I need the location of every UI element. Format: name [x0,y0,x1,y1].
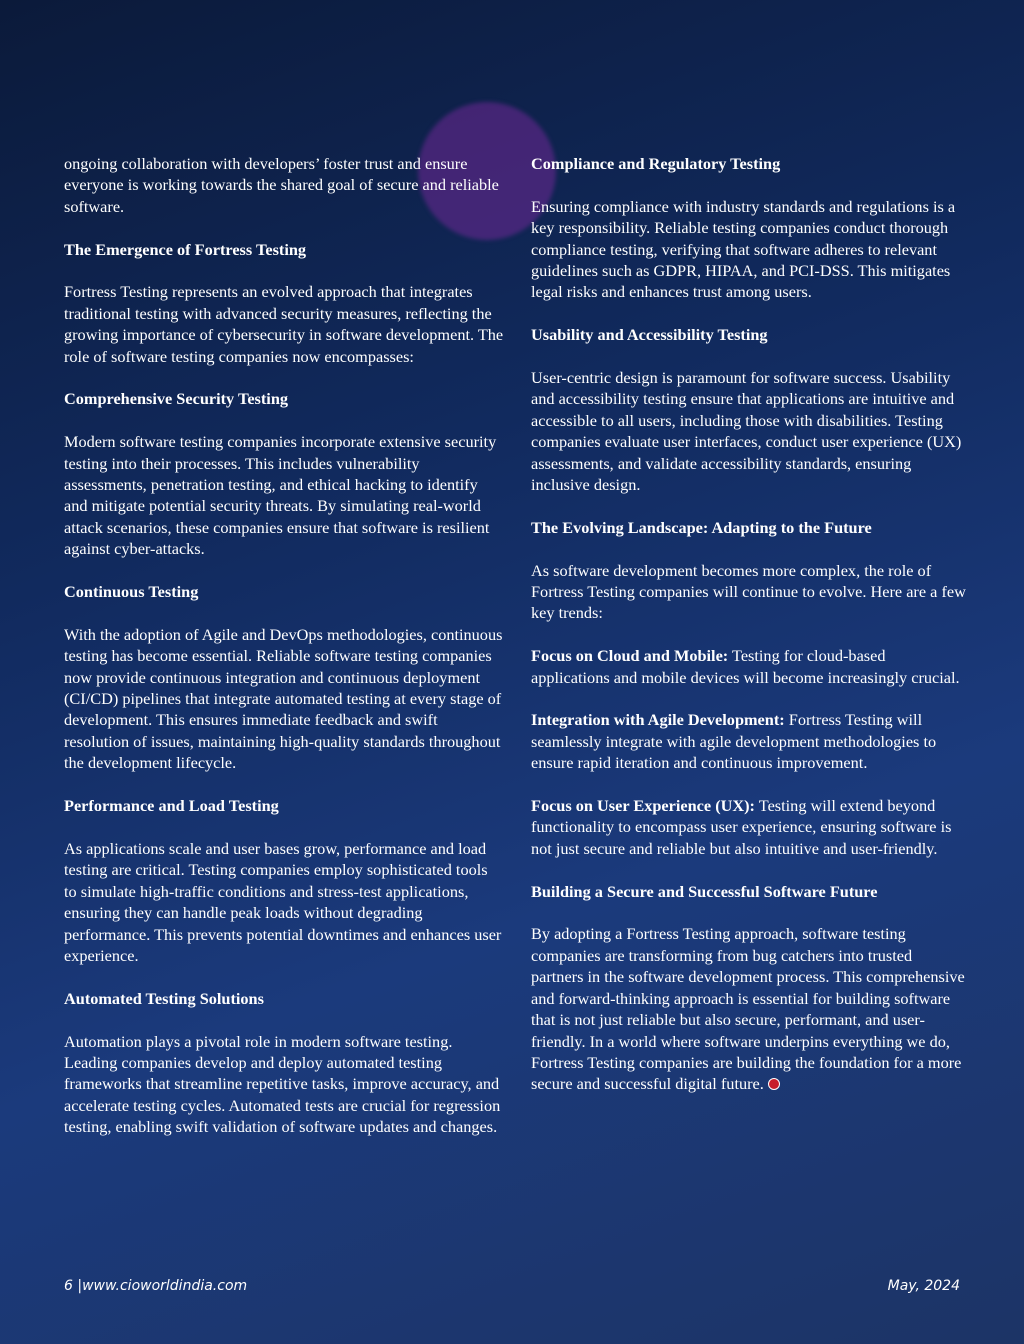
usability-heading: Usability and Accessibility Testing [531,325,768,345]
compliance-paragraph: Ensuring compliance with industry standards and regulations is a key responsibility. Reliable testing companies conduct thorough compliance testing, verifying that software adheres to relevant guidelines such as GDPR, HIPAA, and PCI-DSS. This mitigates legal risks and enhances trust among users. [531,196,956,302]
intro-paragraph: ongoing collaboration with developers’ foster trust and ensure everyone is working towards the shared goal of secure and reliable software. [64,154,499,216]
trend-agile-text: Fortress Testing will seamlessly integrate with agile development methodologies to ensure rapid iteration and continuous improvement. [531,710,937,773]
automated-paragraph: Automation plays a pivotal role in modern software testing. Leading companies develop and deploy automated testing frameworks that streamline repetitive tasks, improve accuracy, and accelerate testing cycles. Automated tests are crucial for regression testing, enabling swift validation of software updates and changes. [64,1031,501,1137]
performance-heading: Performance and Load Testing [64,796,279,816]
trend-cloud-text: Testing for cloud-based applications and mobile devices will become increasingly crucial. [531,646,960,687]
emergence-paragraph: Fortress Testing represents an evolved approach that integrates traditional testing with advanced security measures, reflecting the growing importance of cybersecurity in software development. The role of software testing companies now encompasses: [64,282,504,366]
automated-heading: Automated Testing Solutions [64,988,264,1008]
compliance-heading: Compliance and Regulatory Testing [531,154,781,173]
footer-page-site: 6 |www.cioworldindia.com [64,1278,248,1294]
trend-ux-text: Testing will extend beyond functionality to encompass user experience, ensuring software is not just secure and reliable but also intuitive and user-friendly. [531,796,952,858]
security-heading: Comprehensive Security Testing [64,389,289,409]
trend-ux [531,795,966,859]
landscape-paragraph: As software development becomes more complex, the role of Fortress Testing companies will continue to evolve. Here are a few key trends: [531,560,966,623]
performance-paragraph: As applications scale and user bases grow, performance and load testing are critical. Testing companies employ sophisticated tools to simulate high-traffic conditions and stress-test applications, ensuring they can handle peak loads without degrading performance. This prevents potential downtimes and enhances user experience. [64,838,502,965]
left-column [64,153,504,1159]
trend-cloud [531,645,966,688]
continuous-heading: Continuous Testing [64,582,199,602]
future-text: By adopting a Fortress Testing approach, software testing companies are transforming from bug catchers into trusted partners in the software development process. This comprehensive and forward-thinking approach is essential for building software that is not just reliable but also secure, performant, and user-friendly. In a world where software underpins everything we do, Fortress Testing companies are building the foundation for a more secure and successful digital future. [531,924,965,1094]
security-paragraph: Modern software testing companies incorporate extensive security testing into their processes. This includes vulnerability assessments, penetration testing, and ethical hacking to identify and mitigate potential security threats. By simulating real-world attack scenarios, these companies ensure that software is resilient against cyber-attacks. [64,432,497,559]
end-of-article-icon [768,1078,780,1090]
right-column [531,153,966,1116]
continuous-paragraph: With the adoption of Agile and DevOps methodologies, continuous testing has become essential. Reliable software testing companies now provide continuous integration and continuous deployment (CI/CD) pipelines that integrate automated testing at every stage of development. This ensures immediate feedback and swift resolution of issues, maintaining high-quality standards throughout the development lifecycle. [64,624,503,773]
trend-ux-label: Focus on User Experience (UX): [531,796,755,816]
emergence-heading: The Emergence of Fortress Testing [64,239,307,259]
future-heading: Building a Secure and Successful Software Future [531,881,878,901]
trend-agile-label: Integration with Agile Development: [531,710,785,730]
usability-paragraph: User-centric design is paramount for software success. Usability and accessibility testing ensure that applications are intuitive and accessible to all users, including those with disabilities. Testing companies evaluate user interfaces, conduct user experience (UX) assessments, and validate accessibility standards, ensuring inclusive design. [531,368,962,495]
trend-agile [531,709,966,773]
future-paragraph [531,923,966,1094]
trend-cloud-label: Focus on Cloud and Mobile: [531,646,729,666]
landscape-heading: The Evolving Landscape: Adapting to the Future [531,517,872,537]
footer-date: May, 2024 [887,1278,960,1294]
